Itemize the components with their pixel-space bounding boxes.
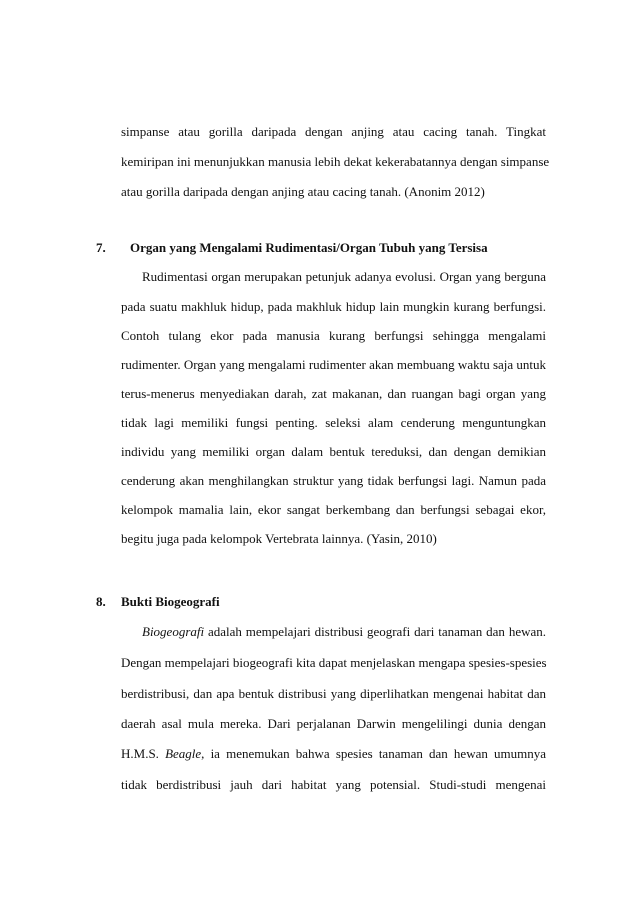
intro-line-1: simpanse atau gorilla daripada dengan anjing atau cacing tanah. Tingkat <box>121 124 546 139</box>
section-8-line-5 <box>121 746 546 762</box>
section-8-line-4: daerah asal mula mereka. Dari perjalanan Darwin mengelilingi dunia dengan <box>121 716 546 731</box>
section-7-title: Organ yang Mengalami Rudimentasi/Organ Tubuh yang Tersisa <box>130 240 488 255</box>
section-8-line-3: berdistribusi, dan apa bentuk distribusi yang diperlihatkan mengenai habitat dan <box>121 686 546 701</box>
hms-prefix: H.M.S. <box>121 746 166 761</box>
section-8-line-1 <box>142 624 546 640</box>
section-7-line-5: terus-menerus menyediakan darah, zat makanan, dan ruangan bagi organ yang <box>121 386 546 401</box>
biogeografi-term: Biogeografi <box>142 624 205 639</box>
section-7-line-3: Contoh tulang ekor pada manusia kurang berfungsi sehingga mengalami <box>121 328 546 343</box>
section-7-line-6: tidak lagi memiliki fungsi penting. seleksi alam cenderung menguntungkan <box>121 415 546 430</box>
section-8-line-5-rest: , ia menemukan bahwa spesies tanaman dan hewan umumnya <box>201 746 546 761</box>
section-7-line-4: rudimenter. Organ yang mengalami rudimenter akan membuang waktu saja untuk <box>121 357 547 372</box>
section-7-line-1: Rudimentasi organ merupakan petunjuk adanya evolusi. Organ yang berguna <box>142 269 546 284</box>
section-8-title: Bukti Biogeografi <box>121 594 220 609</box>
section-7-line-2: pada suatu makhluk hidup, pada makhluk hidup lain mungkin kurang berfungsi. <box>121 299 546 314</box>
section-7-line-9: kelompok mamalia lain, ekor sangat berkembang dan berfungsi sebagai ekor, <box>121 502 546 517</box>
section-7-heading <box>96 240 488 256</box>
section-7-line-10: begitu juga pada kelompok Vertebrata lainnya. (Yasin, 2010) <box>121 531 437 546</box>
section-8-heading <box>96 594 220 610</box>
section-7-line-7: individu yang memiliki organ dalam bentuk tereduksi, dan dengan demikian <box>121 444 546 459</box>
section-8-line-6: tidak berdistribusi jauh dari habitat yang potensial. Studi-studi mengenai <box>121 777 546 792</box>
section-8-line-1-rest: adalah mempelajari distribusi geografi dari tanaman dan hewan. <box>204 624 546 639</box>
section-8-line-2: Dengan mempelajari biogeografi kita dapat menjelaskan mengapa spesies-spesies <box>121 655 547 670</box>
section-7-line-8: cenderung akan menghilangkan struktur yang tidak berfungsi lagi. Namun pada <box>121 473 546 488</box>
section-7-number: 7. <box>96 240 106 255</box>
beagle-term: Beagle <box>165 746 202 761</box>
intro-line-3: atau gorilla daripada dengan anjing atau cacing tanah. (Anonim 2012) <box>121 184 485 199</box>
section-8-number: 8. <box>96 594 106 609</box>
intro-line-2: kemiripan ini menunjukkan manusia lebih dekat kekerabatannya dengan simpanse <box>121 154 550 169</box>
